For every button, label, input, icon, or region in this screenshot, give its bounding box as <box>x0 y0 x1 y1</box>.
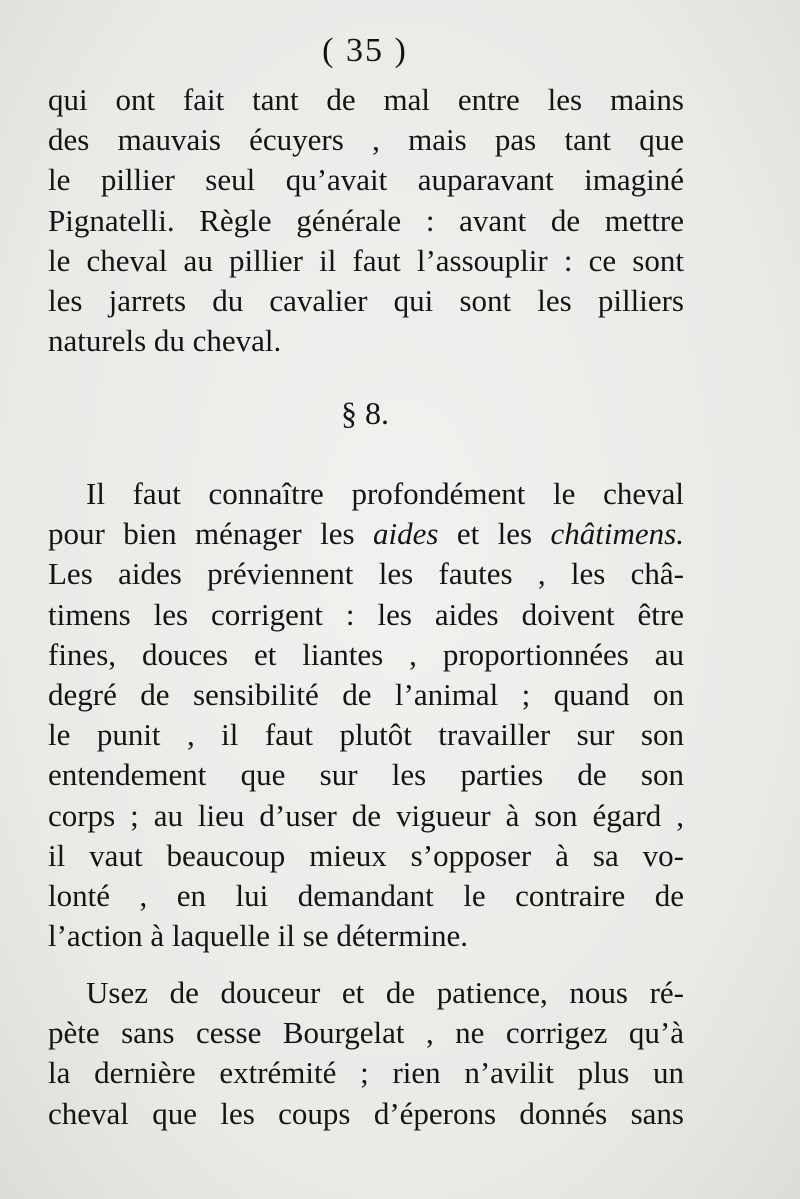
text-line: Il faut connaître profondément le cheval <box>86 476 684 511</box>
text-line: le cheval au pillier il faut l’assouplir : ce sont <box>48 242 684 278</box>
text-line: l’action à laquelle il se détermine. <box>48 918 469 954</box>
text-line: qui ont fait tant de mal entre les mains <box>48 82 684 117</box>
text-line: le pillier seul qu’avait auparavant imaginé <box>48 162 684 198</box>
italic-term-aides: aides <box>373 516 439 552</box>
text-line: la dernière extrémité ; rien n’avilit plus un <box>48 1055 684 1091</box>
italic-term-chatimens: châtimens. <box>550 516 684 552</box>
text-line: des mauvais écuyers , mais pas tant que <box>48 122 684 158</box>
text-line: les jarrets du cavalier qui sont les pilliers <box>48 282 684 318</box>
section-heading: § 8. <box>341 395 389 431</box>
paragraph-2 <box>48 474 684 956</box>
text-line: corps ; au lieu d’user de vigueur à son égard , <box>48 797 684 833</box>
text-run: pour bien ménager les <box>48 516 374 552</box>
text-line: degré de sensibilité de l’animal ; quand on <box>48 676 684 712</box>
text-line: cheval que les coups d’éperons donnés sans <box>48 1095 684 1131</box>
text-line: fines, douces et liantes , proportionnées au <box>48 636 684 672</box>
text-line: entendement que sur les parties de son <box>48 757 684 793</box>
text-line: timens les corrigent : les aides doivent être <box>48 596 684 632</box>
text-line: Les aides préviennent les fautes , les châ- <box>48 556 684 592</box>
text-line: Pignatelli. Règle générale : avant de mettre <box>48 202 684 238</box>
paragraph-3 <box>48 973 684 1134</box>
text-line: lonté , en lui demandant le contraire de <box>48 877 684 913</box>
paragraph-1 <box>48 80 684 361</box>
text-line: le punit , il faut plutôt travailler sur son <box>48 717 684 753</box>
text-run: et les <box>438 516 551 552</box>
text-line <box>48 514 684 554</box>
text-line: naturels du cheval. <box>48 323 282 359</box>
page-number: ( 35 ) <box>322 32 408 69</box>
text-line: pète sans cesse Bourgelat , ne corrigez qu’à <box>48 1015 684 1051</box>
text-line: il vaut beaucoup mieux s’opposer à sa vo- <box>48 837 684 873</box>
text-line: Usez de douceur et de patience, nous ré- <box>86 975 684 1010</box>
